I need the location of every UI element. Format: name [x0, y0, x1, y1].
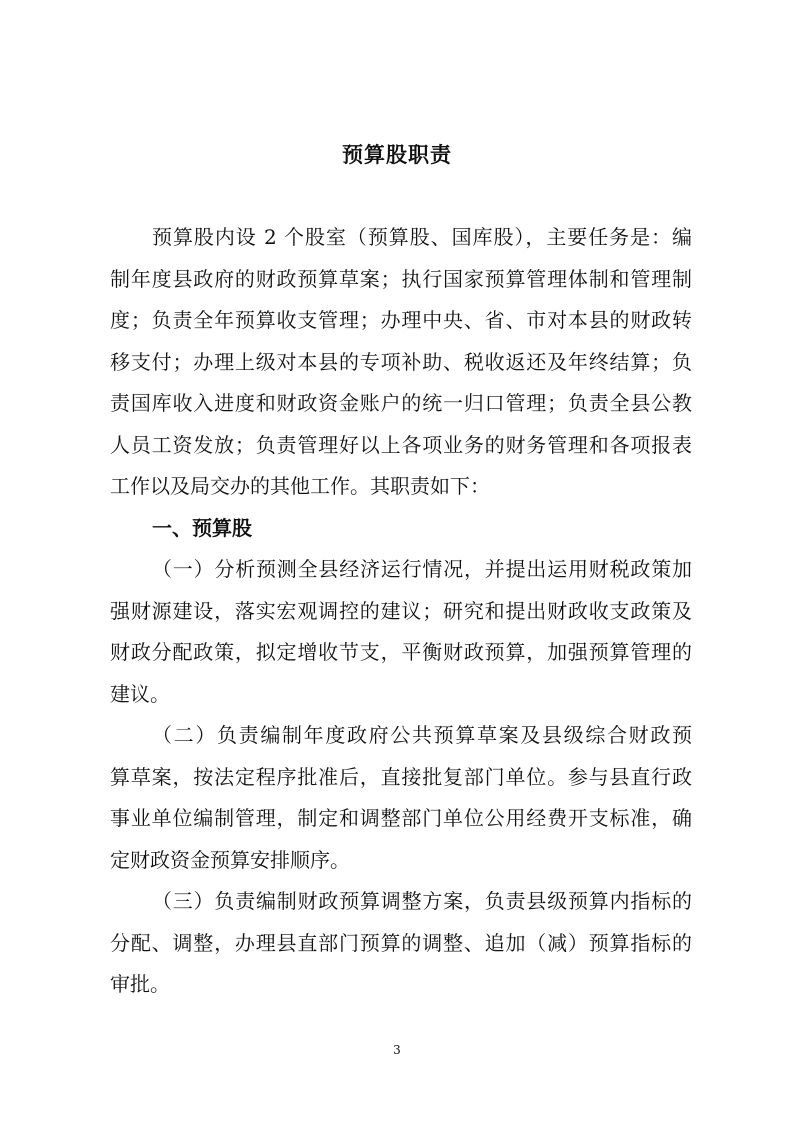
text-line: （二）负责编制年度政府公共预算草案及县级综合财政预 [152, 723, 692, 747]
duty-item-3 [110, 881, 692, 1006]
text-line: 建议。 [110, 681, 170, 706]
text-line: 人员工资发放；负责管理好以上各项业务的财务管理和各项报表 [110, 432, 692, 457]
text-line: 事业单位编制管理，制定和调整部门单位公用经费开支标准，确 [110, 806, 692, 830]
text-line: 责国库收入进度和财政资金账户的统一归口管理；负责全县公教 [110, 391, 692, 415]
duty-item-1 [110, 549, 692, 715]
text-line: 审批。 [110, 972, 170, 996]
duty-item-2 [110, 715, 692, 881]
page-number: 3 [393, 1043, 401, 1057]
text-line: 强财源建设，落实宏观调控的建议；研究和提出财政收支政策及 [110, 598, 692, 623]
text-line: 预算股内设 2 个股室（预算股、国库股），主要任务是：编 [152, 225, 692, 249]
text-line: 财政分配政策，拟定增收节支，平衡财政预算，加强预算管理的 [110, 640, 692, 664]
text-line: 算草案，按法定程序批准后，直接批复部门单位。参与县直行政 [110, 764, 692, 789]
intro-paragraph [110, 217, 692, 508]
text-line: 定财政资金预算安排顺序。 [110, 847, 350, 872]
text-line: （一）分析预测全县经济运行情况，并提出运用财税政策加 [152, 557, 692, 581]
text-line: （三）负责编制财政预算调整方案，负责县级预算内指标的 [152, 889, 692, 913]
document-title: 预算股职责 [342, 142, 452, 167]
section-heading: 一、预算股 [152, 515, 252, 540]
text-line: 制年度县政府的财政预算草案；执行国家预算管理体制和管理制 [110, 266, 692, 291]
text-line: 度；负责全年预算收支管理；办理中央、省、市对本县的财政转 [110, 308, 692, 332]
text-line: 移支付；办理上级对本县的专项补助、税收返还及年终结算；负 [110, 349, 692, 374]
document-body [110, 217, 692, 1006]
text-line: 分配、调整，办理县直部门预算的调整、追加（减）预算指标的 [110, 930, 692, 955]
text-line: 工作以及局交办的其他工作。其职责如下： [110, 474, 490, 498]
